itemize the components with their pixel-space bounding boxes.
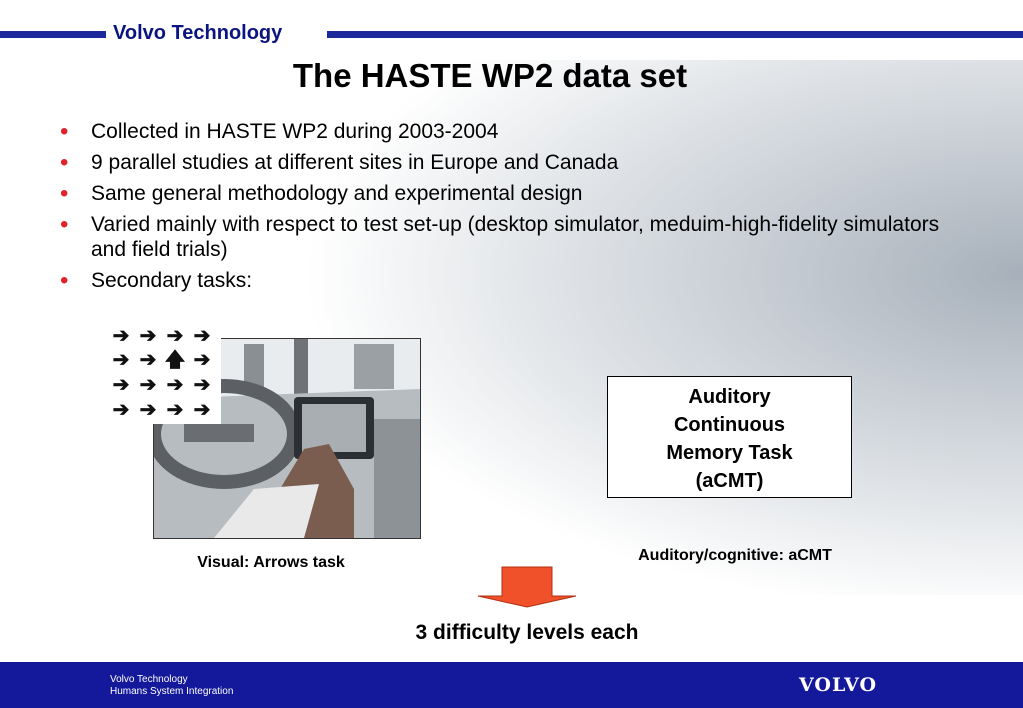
header-brand: Volvo Technology xyxy=(113,22,283,44)
arrow-right-icon: ➔ xyxy=(139,399,157,421)
arrow-right-icon: ➔ xyxy=(166,325,184,347)
arrows-task-grid xyxy=(102,322,221,424)
slide-title: The HASTE WP2 data set xyxy=(292,57,688,94)
arrow-right-icon: ➔ xyxy=(139,349,157,371)
bullet-dot-icon: • xyxy=(60,118,69,145)
down-arrow-icon xyxy=(476,566,578,608)
arrow-right-icon: ➔ xyxy=(112,374,130,396)
arrow-right-icon: ➔ xyxy=(193,399,211,421)
arrow-right-icon: ➔ xyxy=(166,399,184,421)
bullet-list xyxy=(60,119,960,299)
header-rule-right xyxy=(327,31,1023,38)
footer-org xyxy=(110,674,233,698)
arrow-right-icon: ➔ xyxy=(193,374,211,396)
header-rule-left xyxy=(0,31,106,38)
acmt-box-line: Auditory xyxy=(688,386,771,408)
footer-bar xyxy=(0,662,1023,708)
acmt-box-line: Memory Task xyxy=(666,442,793,464)
bullet-dot-icon: • xyxy=(60,267,69,294)
volvo-logo: VOLVO xyxy=(799,674,878,696)
arrow-right-icon: ➔ xyxy=(112,399,130,421)
bullet-item: • Same general methodology and experimental design xyxy=(60,180,583,207)
bullet-dot-icon: • xyxy=(60,180,69,207)
arrow-right-icon: ➔ xyxy=(112,349,130,371)
arrow-right-icon: ➔ xyxy=(139,325,157,347)
auditory-task-caption: Auditory/cognitive: aCMT xyxy=(638,547,832,564)
arrow-right-icon: ➔ xyxy=(112,325,130,347)
acmt-box-line: Continuous xyxy=(673,414,786,436)
bullet-item: • Varied mainly with respect to test set-up (desktop simulator, meduim-high-fidelity simulators and field trials) xyxy=(60,211,940,261)
visual-task-caption: Visual: Arrows task xyxy=(197,554,345,571)
arrow-right-icon: ➔ xyxy=(166,374,184,396)
bullet-item: • 9 parallel studies at different sites in Europe and Canada xyxy=(60,149,619,176)
footer-org-line: Volvo Technology xyxy=(110,674,188,685)
bullet-dot-icon: • xyxy=(60,211,69,238)
difficulty-levels-text: 3 difficulty levels each xyxy=(415,621,639,644)
arrow-up-icon: 🡅 xyxy=(164,349,186,371)
acmt-box xyxy=(607,376,852,498)
footer-org-line: Humans System Integration xyxy=(110,686,234,697)
bullet-item: • Secondary tasks: xyxy=(60,267,253,294)
arrow-right-icon: ➔ xyxy=(193,349,211,371)
arrow-right-icon: ➔ xyxy=(139,374,157,396)
arrow-right-icon: ➔ xyxy=(193,325,211,347)
acmt-box-line: (aCMT) xyxy=(695,470,764,492)
bullet-dot-icon: • xyxy=(60,149,69,176)
bullet-item: • Collected in HASTE WP2 during 2003-2004 xyxy=(60,118,499,145)
